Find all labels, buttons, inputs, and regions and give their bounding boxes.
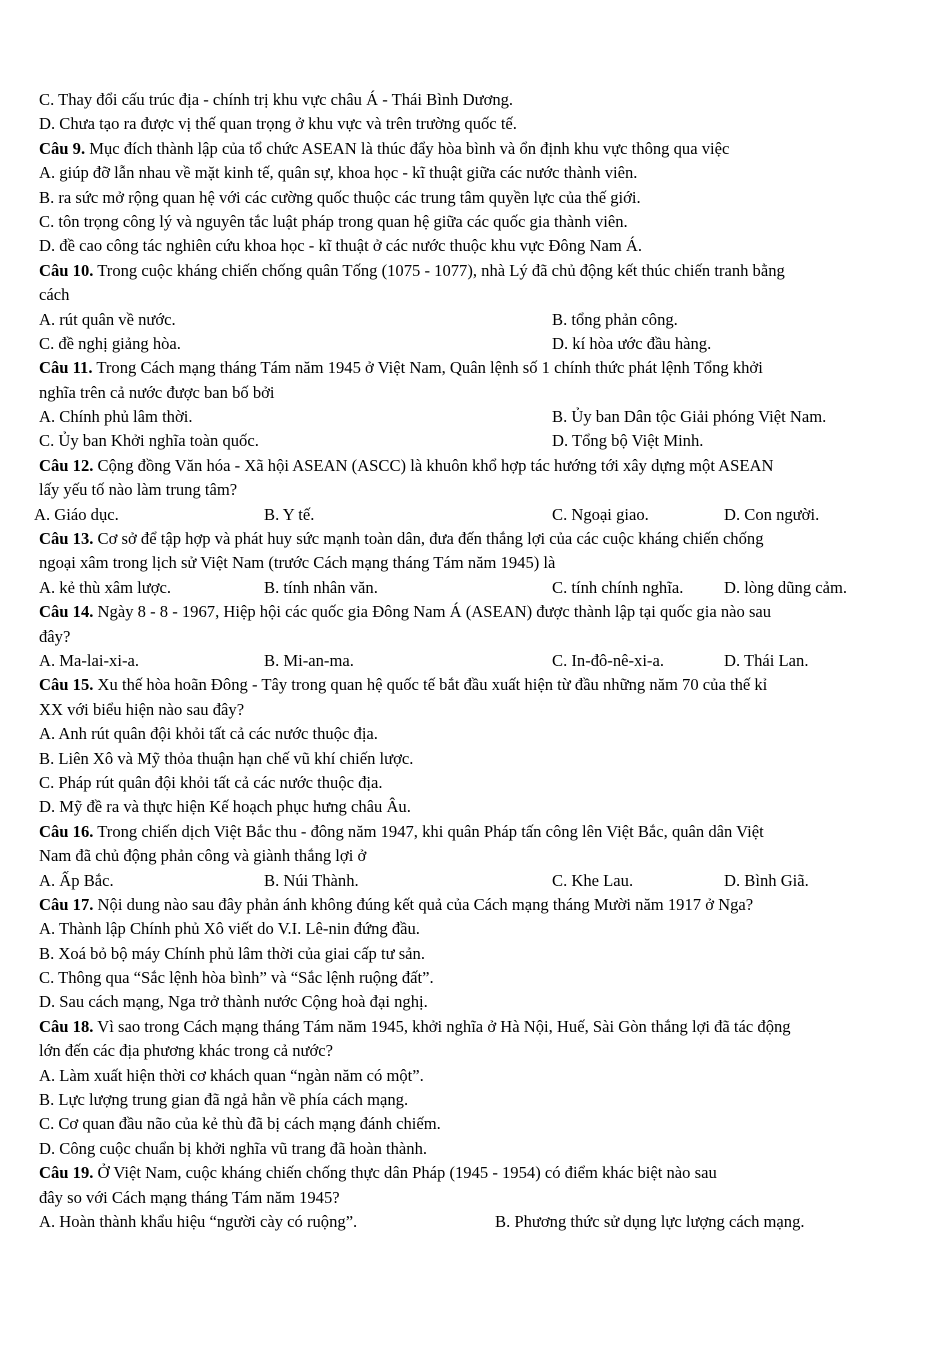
question-number: Câu 19. xyxy=(39,1163,94,1183)
option-d: D. kí hòa ước đầu hàng. xyxy=(552,333,712,353)
option-c: C. tính chính nghĩa. xyxy=(552,577,684,597)
option-a: A. Làm xuất hiện thời cơ khách quan “ngàn năm có một”. xyxy=(39,1065,424,1085)
option-d: D. Sau cách mạng, Nga trở thành nước Cộng hoà đại nghị. xyxy=(39,992,428,1012)
option-b: B. Ủy ban Dân tộc Giải phóng Việt Nam. xyxy=(552,407,827,427)
question-number: Câu 14. xyxy=(39,602,94,622)
question-text: Cơ sở để tập hợp và phát huy sức mạnh toàn dân, đưa đến thắng lợi của các cuộc kháng chiến chống xyxy=(93,529,764,549)
option-b: B. Xoá bỏ bộ máy Chính phủ lâm thời của giai cấp tư sản. xyxy=(39,943,425,963)
question-text: Xu thế hòa hoãn Đông - Tây trong quan hệ quốc tế bắt đầu xuất hiện từ đầu những năm 70 của thế kỉ xyxy=(93,675,768,695)
options-row xyxy=(39,649,909,673)
question-text: Vì sao trong Cách mạng tháng Tám năm 1945, khởi nghĩa ở Hà Nội, Huế, Sài Gòn thắng lợi đã tác động xyxy=(93,1016,791,1036)
question-15 xyxy=(39,673,909,697)
option-b: B. ra sức mở rộng quan hệ với các cường quốc thuộc các trung tâm quyền lực của thế giới. xyxy=(39,187,641,207)
question-10 xyxy=(39,259,909,283)
question-text-continued: đây so với Cách mạng tháng Tám năm 1945? xyxy=(39,1187,340,1207)
options-row xyxy=(39,576,909,600)
option-c: C. Cơ quan đầu não của kẻ thù đã bị cách mạng đánh chiếm. xyxy=(39,1114,441,1134)
option-c: C. Ngoại giao. xyxy=(552,504,649,524)
option-a: A. rút quân về nước. xyxy=(39,309,176,329)
option-b: B. Mi-an-ma. xyxy=(264,650,354,670)
option-c: C. In-đô-nê-xi-a. xyxy=(552,650,664,670)
question-text: Nội dung nào sau đây phản ánh không đúng kết quả của Cách mạng tháng Mười năm 1917 ở Nga? xyxy=(93,894,754,914)
question-text: Ngày 8 - 8 - 1967, Hiệp hội các quốc gia Đông Nam Á (ASEAN) được thành lập tại quốc gia nào sau xyxy=(93,602,772,622)
option-d: D. Thái Lan. xyxy=(724,650,809,670)
options-row xyxy=(39,429,909,453)
question-number: Câu 18. xyxy=(39,1016,94,1036)
question-text: Trong chiến dịch Việt Bắc thu - đông năm 1947, khi quân Pháp tấn công lên Việt Bắc, quân dân Việt xyxy=(93,821,764,841)
option-c-prev: C. Thay đổi cấu trúc địa - chính trị khu vực châu Á - Thái Bình Dương. xyxy=(39,90,514,109)
option-b: B. Lực lượng trung gian đã ngả hẳn về phía cách mạng. xyxy=(39,1090,409,1110)
question-17 xyxy=(39,893,909,917)
option-a: A. Giáo dục. xyxy=(34,504,119,524)
question-number: Câu 10. xyxy=(39,260,94,280)
question-16 xyxy=(39,820,909,844)
question-number: Câu 13. xyxy=(39,529,94,549)
option-b: B. Phương thức sử dụng lực lượng cách mạng. xyxy=(495,1211,805,1231)
question-11 xyxy=(39,356,909,380)
option-a: A. Chính phủ lâm thời. xyxy=(39,407,193,427)
option-c: C. tôn trọng công lý và nguyên tắc luật pháp trong quan hệ giữa các quốc gia thành viên. xyxy=(39,211,628,231)
option-c: C. Khe Lau. xyxy=(552,870,634,890)
question-text-continued: XX với biểu hiện nào sau đây? xyxy=(39,699,245,719)
options-row xyxy=(39,332,909,356)
question-text-continued: lớn đến các địa phương khác trong cả nước? xyxy=(39,1041,334,1061)
option-d: D. Bình Giã. xyxy=(724,870,809,890)
option-b: B. Núi Thành. xyxy=(264,870,359,890)
option-d: D. Tổng bộ Việt Minh. xyxy=(552,431,704,451)
option-d: D. Công cuộc chuẩn bị khởi nghĩa vũ trang đã hoàn thành. xyxy=(39,1138,428,1158)
question-number: Câu 17. xyxy=(39,894,94,914)
question-text: Cộng đồng Văn hóa - Xã hội ASEAN (ASCC) là khuôn khổ hợp tác hướng tới xây dựng một ASEAN xyxy=(93,455,774,475)
options-row xyxy=(39,869,909,893)
question-18 xyxy=(39,1015,909,1039)
option-d-prev: D. Chưa tạo ra được vị thế quan trọng ở khu vực và trên trường quốc tế. xyxy=(39,114,517,134)
question-text-continued: Nam đã chủ động phản công và giành thắng lợi ở xyxy=(39,846,367,866)
option-c: C. đề nghị giảng hòa. xyxy=(39,333,181,353)
option-a: A. giúp đỡ lẫn nhau về mặt kinh tế, quân sự, khoa học - kĩ thuật giữa các nước thành viên. xyxy=(39,163,638,183)
option-a: A. Ấp Bắc. xyxy=(39,870,114,890)
option-d: D. Con người. xyxy=(724,504,820,524)
options-row xyxy=(39,1210,909,1234)
question-text-continued: nghĩa trên cả nước được ban bố bởi xyxy=(39,382,275,402)
question-text-continued: ngoại xâm trong lịch sử Việt Nam (trước Cách mạng tháng Tám năm 1945) là xyxy=(39,553,556,573)
options-row xyxy=(34,503,909,527)
option-a: A. Thành lập Chính phủ Xô viết do V.I. Lê-nin đứng đầu. xyxy=(39,919,420,939)
question-number: Câu 16. xyxy=(39,821,94,841)
question-text: Mục đích thành lập của tổ chức ASEAN là thúc đẩy hòa bình và ổn định khu vực thông qua việc xyxy=(85,138,730,158)
question-text-continued: đây? xyxy=(39,626,71,646)
options-row xyxy=(39,405,909,429)
question-14 xyxy=(39,600,909,624)
question-number: Câu 9. xyxy=(39,138,86,158)
option-a: A. Hoàn thành khẩu hiệu “người cày có ruộng”. xyxy=(39,1211,358,1231)
option-b: B. tính nhân văn. xyxy=(264,577,378,597)
exam-page xyxy=(34,88,909,1234)
question-number: Câu 15. xyxy=(39,675,94,695)
options-row xyxy=(39,308,909,332)
option-b: B. tổng phản công. xyxy=(552,309,678,329)
option-c: C. Ủy ban Khởi nghĩa toàn quốc. xyxy=(39,431,259,451)
option-a: A. Ma-lai-xi-a. xyxy=(39,650,139,670)
question-19 xyxy=(39,1161,909,1185)
option-c: C. Pháp rút quân đội khỏi tất cả các nước thuộc địa. xyxy=(39,772,383,792)
question-number: Câu 11. xyxy=(39,358,93,378)
question-text: Trong Cách mạng tháng Tám năm 1945 ở Việt Nam, Quân lệnh số 1 chính thức phát lệnh Tổng khởi xyxy=(92,358,763,378)
option-b: B. Y tế. xyxy=(264,504,315,524)
option-d: D. Mỹ đề ra và thực hiện Kế hoạch phục hưng châu Âu. xyxy=(39,797,411,817)
question-text: Ở Việt Nam, cuộc kháng chiến chống thực dân Pháp (1945 - 1954) có điểm khác biệt nào sau xyxy=(93,1163,717,1183)
question-12 xyxy=(39,454,909,478)
option-d: D. lòng dũng cảm. xyxy=(724,577,848,597)
question-text-continued: lấy yếu tố nào làm trung tâm? xyxy=(39,480,238,500)
option-d: D. đề cao công tác nghiên cứu khoa học - kĩ thuật ở các nước thuộc khu vực Đông Nam Á. xyxy=(39,236,643,256)
option-b: B. Liên Xô và Mỹ thỏa thuận hạn chế vũ khí chiến lược. xyxy=(39,748,414,768)
question-13 xyxy=(39,527,909,551)
question-9 xyxy=(39,137,909,161)
question-text-continued: cách xyxy=(39,285,70,305)
option-c: C. Thông qua “Sắc lệnh hòa bình” và “Sắc lệnh ruộng đất”. xyxy=(39,968,434,988)
question-number: Câu 12. xyxy=(39,455,94,475)
option-a: A. kẻ thù xâm lược. xyxy=(39,577,172,597)
question-text: Trong cuộc kháng chiến chống quân Tống (1075 - 1077), nhà Lý đã chủ động kết thúc chiến tranh bằng xyxy=(93,260,785,280)
option-a: A. Anh rút quân đội khỏi tất cả các nước thuộc địa. xyxy=(39,724,378,744)
